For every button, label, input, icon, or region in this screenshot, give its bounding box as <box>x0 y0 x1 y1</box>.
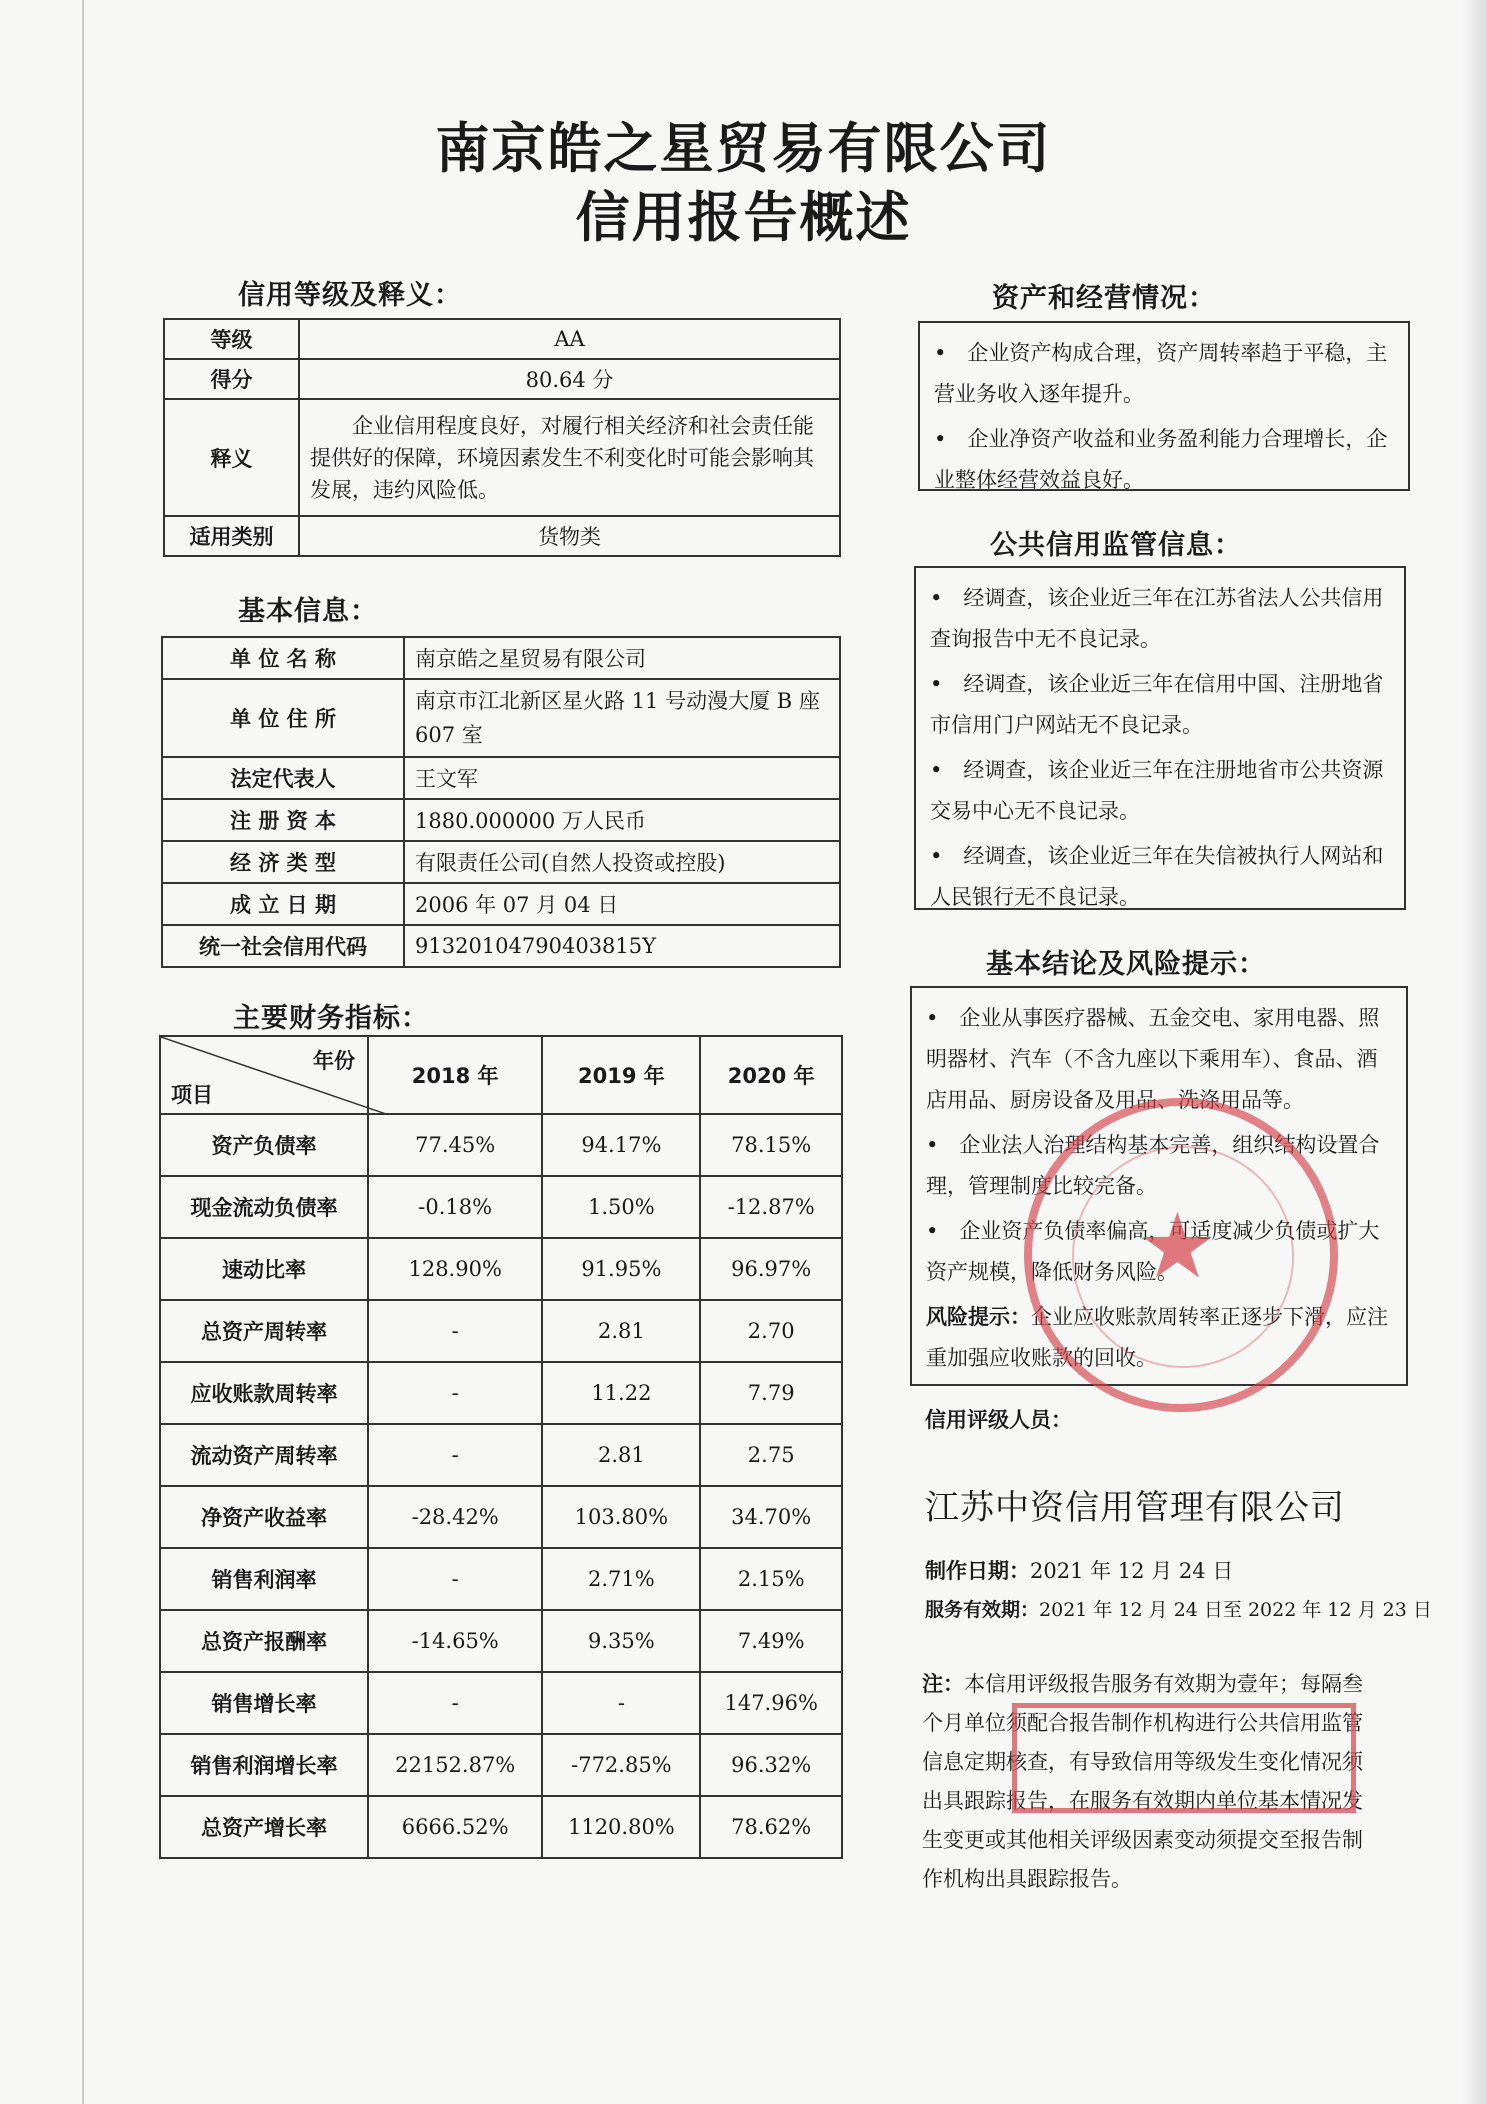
credit-value: 货物类 <box>299 516 840 556</box>
indicator-value: - <box>542 1672 700 1734</box>
basic-value: 王文军 <box>404 757 840 799</box>
finance-row <box>160 1238 842 1300</box>
indicator-value: 11.22 <box>542 1362 700 1424</box>
corner-year-label: 年份 <box>313 1049 355 1073</box>
indicator-value: - <box>368 1362 542 1424</box>
public-box <box>914 566 1406 910</box>
assets-heading: 资产和经营情况： <box>992 283 1216 314</box>
indicator-value: 2.75 <box>700 1424 842 1486</box>
date-line <box>925 1555 1233 1585</box>
credit-label: 适用类别 <box>164 516 299 556</box>
basic-label: 单 位 住 所 <box>162 679 404 757</box>
validity-line <box>925 1595 1432 1622</box>
assets-box <box>918 321 1410 491</box>
indicator-value: 91.95% <box>542 1238 700 1300</box>
public-heading: 公共信用监管信息： <box>990 530 1242 561</box>
indicator-label: 总资产增长率 <box>160 1796 368 1858</box>
indicator-value: -0.18% <box>368 1176 542 1238</box>
indicator-label: 现金流动负债率 <box>160 1176 368 1238</box>
indicator-value: 96.97% <box>700 1238 842 1300</box>
indicator-label: 资产负债率 <box>160 1114 368 1176</box>
indicator-value: 7.49% <box>700 1610 842 1672</box>
date-value: 2021 年 12 月 24 日 <box>1030 1559 1234 1583</box>
indicator-value: 78.15% <box>700 1114 842 1176</box>
indicator-value: 77.45% <box>368 1114 542 1176</box>
indicator-value: - <box>368 1424 542 1486</box>
report-title: 信用报告概述 <box>575 185 912 249</box>
indicator-value: 78.62% <box>700 1796 842 1858</box>
note-text: 本信用评级报告服务有效期为壹年；每隔叁个月单位须配合报告制作机构进行公共信用监管信息定期核查，有导致信用等级发生变化情况须出具跟踪报告，在服务有效期内单位基本情况发生变更或其他相关评级因素变动须提交至报告制作机构出具跟踪报告。 <box>922 1672 1363 1891</box>
finance-row <box>160 1300 842 1362</box>
indicator-label: 应收账款周转率 <box>160 1362 368 1424</box>
credit-label: 等级 <box>164 319 299 359</box>
indicator-value: -14.65% <box>368 1610 542 1672</box>
basic-value: 91320104790403815Y <box>404 925 840 967</box>
basic-value: 南京皓之星贸易有限公司 <box>404 637 840 679</box>
finance-row <box>160 1796 842 1858</box>
indicator-label: 销售利润增长率 <box>160 1734 368 1796</box>
assets-item: • 企业资产构成合理，资产周转率趋于平稳，主营业务收入逐年提升。 <box>934 341 1388 406</box>
basic-label: 单 位 名 称 <box>162 637 404 679</box>
finance-row <box>160 1734 842 1796</box>
indicator-label: 总资产报酬率 <box>160 1610 368 1672</box>
risk-label: 风险提示： <box>926 1305 1031 1329</box>
indicator-value: 34.70% <box>700 1486 842 1548</box>
indicator-value: 2.71% <box>542 1548 700 1610</box>
page-edge <box>1459 0 1487 2104</box>
indicator-value: 9.35% <box>542 1610 700 1672</box>
indicator-label: 速动比率 <box>160 1238 368 1300</box>
basic-label: 法定代表人 <box>162 757 404 799</box>
validity-value: 2021 年 12 月 24 日至 2022 年 12 月 23 日 <box>1039 1599 1432 1621</box>
indicator-value: 7.79 <box>700 1362 842 1424</box>
binding-line <box>82 0 84 2104</box>
indicator-value: 2.81 <box>542 1424 700 1486</box>
indicator-value: 96.32% <box>700 1734 842 1796</box>
finance-row <box>160 1486 842 1548</box>
credit-value: AA <box>299 319 840 359</box>
conclusion-heading: 基本结论及风险提示： <box>986 949 1266 980</box>
indicator-label: 总资产周转率 <box>160 1300 368 1362</box>
corner-item-label: 项目 <box>171 1083 213 1107</box>
company-title: 南京皓之星贸易有限公司 <box>435 116 1052 180</box>
indicator-value: 1.50% <box>542 1176 700 1238</box>
note-label: 注： <box>922 1672 964 1696</box>
conclusion-item: • 企业资产负债率偏高，可适度减少负债或扩大资产规模，降低财务风险。 <box>926 1219 1380 1284</box>
year-header: 2019 年 <box>542 1036 700 1114</box>
indicator-value: 6666.52% <box>368 1796 542 1858</box>
finance-table <box>159 1035 843 1859</box>
credit-heading: 信用等级及释义： <box>238 280 462 311</box>
risk-text: 企业应收账款周转率正逐步下滑，应注重加强应收账款的回收。 <box>926 1305 1388 1370</box>
indicator-value: 147.96% <box>700 1672 842 1734</box>
finance-row <box>160 1672 842 1734</box>
basic-value: 南京市江北新区星火路 11 号动漫大厦 B 座 607 室 <box>404 679 840 757</box>
credit-table <box>163 318 841 557</box>
indicator-value: -28.42% <box>368 1486 542 1548</box>
finance-row <box>160 1548 842 1610</box>
basic-label: 经 济 类 型 <box>162 841 404 883</box>
indicator-value: - <box>368 1672 542 1734</box>
basic-value: 2006 年 07 月 04 日 <box>404 883 840 925</box>
finance-row <box>160 1424 842 1486</box>
basic-value: 1880.000000 万人民币 <box>404 799 840 841</box>
year-header: 2018 年 <box>368 1036 542 1114</box>
credit-label: 释义 <box>164 399 299 516</box>
indicator-label: 销售增长率 <box>160 1672 368 1734</box>
public-item: • 经调查，该企业近三年在江苏省法人公共信用查询报告中无不良记录。 <box>930 586 1384 651</box>
indicator-label: 净资产收益率 <box>160 1486 368 1548</box>
company-seal <box>1024 1098 1338 1412</box>
indicator-value: 103.80% <box>542 1486 700 1548</box>
seal-star-icon: ★ <box>1137 1194 1218 1299</box>
public-item: • 经调查，该企业近三年在注册地省市公共资源交易中心无不良记录。 <box>930 758 1384 823</box>
indicator-value: 2.70 <box>700 1300 842 1362</box>
basic-label: 统一社会信用代码 <box>162 925 404 967</box>
finance-heading: 主要财务指标： <box>233 1003 429 1034</box>
date-label: 制作日期： <box>925 1559 1030 1583</box>
indicator-value: - <box>368 1300 542 1362</box>
indicator-value: 22152.87% <box>368 1734 542 1796</box>
agency-name: 江苏中资信用管理有限公司 <box>925 1488 1345 1528</box>
credit-value: 企业信用程度良好，对履行相关经济和社会责任能提供好的保障，环境因素发生不利变化时可能会影响其发展，违约风险低。 <box>299 399 840 516</box>
basic-label: 成 立 日 期 <box>162 883 404 925</box>
finance-row <box>160 1362 842 1424</box>
finance-row <box>160 1610 842 1672</box>
finance-row <box>160 1176 842 1238</box>
indicator-label: 销售利润率 <box>160 1548 368 1610</box>
indicator-value: -12.87% <box>700 1176 842 1238</box>
indicator-value: - <box>368 1548 542 1610</box>
credit-value: 80.64 分 <box>299 359 840 399</box>
indicator-value: 1120.80% <box>542 1796 700 1858</box>
indicator-value: 2.15% <box>700 1548 842 1610</box>
finance-corner-cell <box>160 1036 368 1114</box>
year-header: 2020 年 <box>700 1036 842 1114</box>
validity-label: 服务有效期： <box>925 1599 1040 1621</box>
indicator-value: -772.85% <box>542 1734 700 1796</box>
conclusion-item: • 企业从事医疗器械、五金交电、家用电器、照明器材、汽车（不含九座以下乘用车）、食品、酒店用品、厨房设备及用品、洗涤用品等。 <box>926 1006 1380 1112</box>
basic-heading: 基本信息： <box>238 596 378 627</box>
indicator-value: 128.90% <box>368 1238 542 1300</box>
credit-label: 得分 <box>164 359 299 399</box>
assets-item: • 企业净资产收益和业务盈利能力合理增长，企业整体经营效益良好。 <box>934 427 1388 492</box>
basic-label: 注 册 资 本 <box>162 799 404 841</box>
public-item: • 经调查，该企业近三年在失信被执行人网站和人民银行无不良记录。 <box>930 844 1384 909</box>
basic-value: 有限责任公司(自然人投资或控股) <box>404 841 840 883</box>
finance-row <box>160 1114 842 1176</box>
record-stamp <box>1012 1703 1356 1813</box>
basic-table <box>161 636 841 968</box>
conclusion-item: • 企业法人治理结构基本完善，组织结构设置合理，管理制度比较完备。 <box>926 1133 1380 1198</box>
indicator-label: 流动资产周转率 <box>160 1424 368 1486</box>
rater-label: 信用评级人员： <box>925 1408 1072 1432</box>
indicator-value: 94.17% <box>542 1114 700 1176</box>
indicator-value: 2.81 <box>542 1300 700 1362</box>
public-item: • 经调查，该企业近三年在信用中国、注册地省市信用门户网站无不良记录。 <box>930 672 1384 737</box>
